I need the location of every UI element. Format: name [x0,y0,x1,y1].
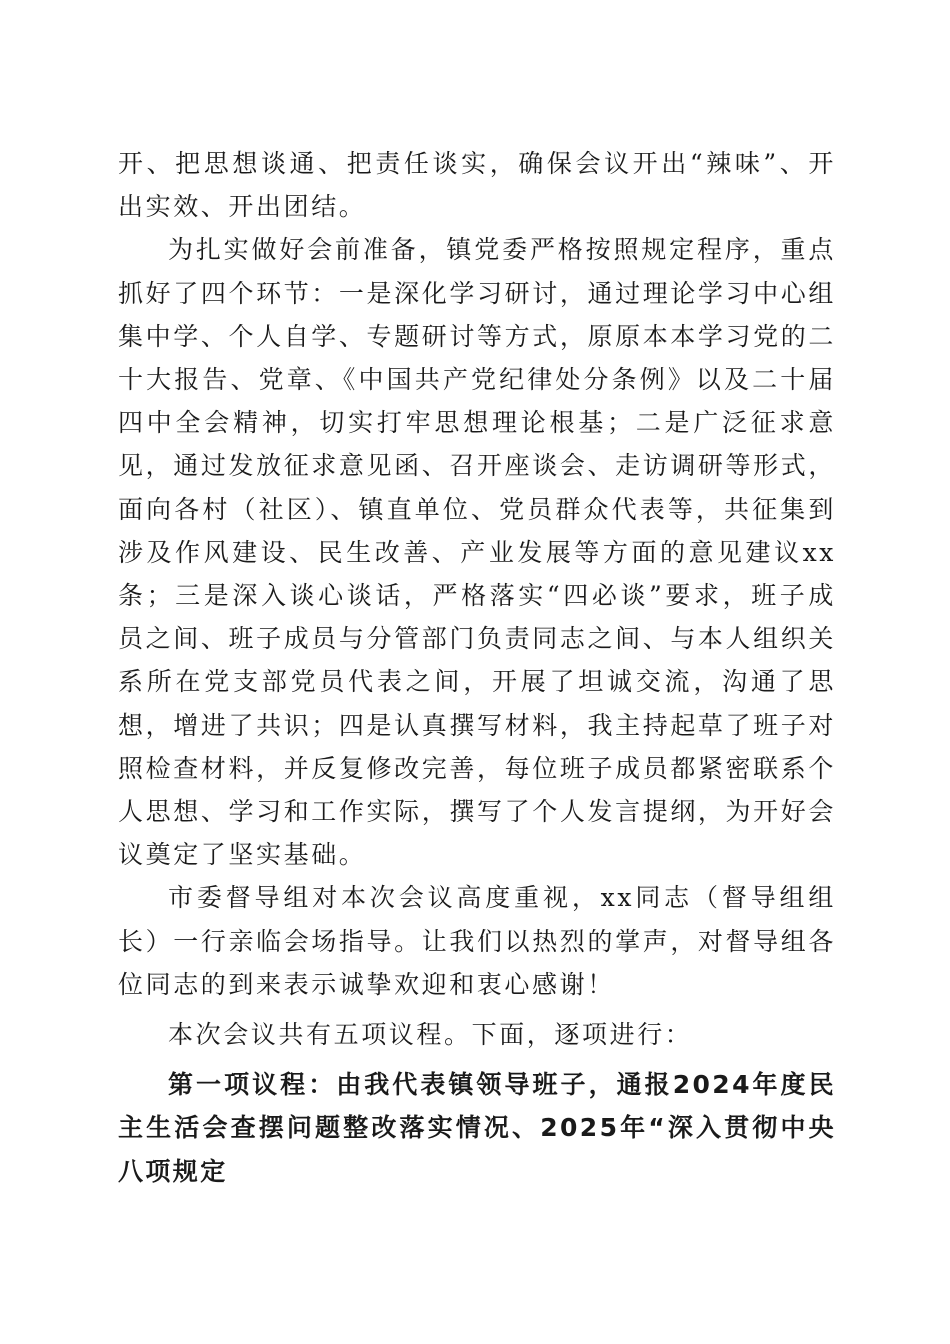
paragraph-preparation: 为扎实做好会前准备，镇党委严格按照规定程序，重点抓好了四个环节：一是深化学习研讨，通过理论学习中心组集中学、个人自学、专题研讨等方式，原原本本学习党的二十大报告、党章、《中国共产党纪律处分条例》以及二十届四中全会精神，切实打牢思想理论根基；二是广泛征求意见，通过发放征求意见函、召开座谈会、走访调研等形式，面向各村（社区）、镇直单位、党员群众代表等，共征集到涉及作风建设、民生改善、产业发展等方面的意见建议xx条；三是深入谈心谈话，严格落实“四必谈”要求，班子成员之间、班子成员与分管部门负责同志之间、与本人组织关系所在党支部党员代表之间，开展了坦诚交流，沟通了思想，增进了共识；四是认真撰写材料，我主持起草了班子对照检查材料，并反复修改完善，每位班子成员都紧密联系个人思想、学习和工作实际，撰写了个人发言提纲，为开好会议奠定了坚实基础。 [118,235,836,870]
paragraph-continuation: 开、把思想谈通、把责任谈实，确保会议开出“辣味”、开出实效、开出团结。 [118,149,836,222]
paragraph-agenda-item-1: 第一项议程：由我代表镇领导班子，通报2024年度民主生活会查摆问题整改落实情况、2025年“深入贯彻中央八项规定 [118,1070,836,1186]
document-body [118,142,836,1193]
paragraph-agenda-intro: 本次会议共有五项议程。下面，逐项进行： [168,1020,693,1050]
paragraph-supervision-welcome: 市委督导组对本次会议高度重视，xx同志（督导组组长）一行亲临会场指导。让我们以热烈的掌声，对督导组各位同志的到来表示诚挚欢迎和衷心感谢！ [118,883,836,999]
